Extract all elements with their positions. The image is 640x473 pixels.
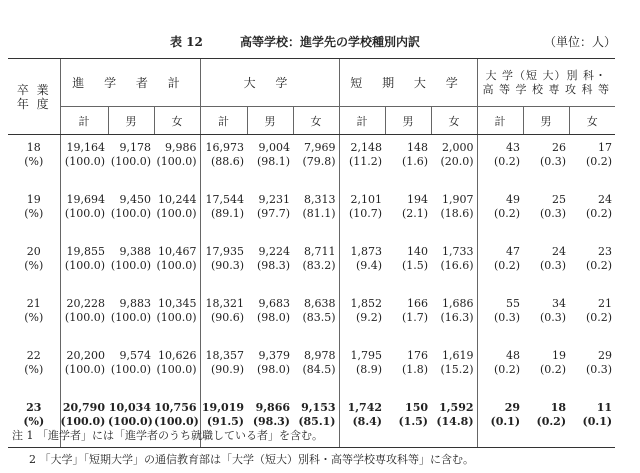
group-header-university: 大 学	[200, 59, 339, 107]
value-cell: 7,969 (79.8)	[302, 141, 336, 168]
value-cell: 29 (0.1)	[477, 395, 523, 448]
value-cell: 20,228 (100.0)	[60, 291, 108, 343]
table-row	[8, 135, 615, 188]
year-cell: 21 (%)	[24, 297, 44, 324]
value-cell: 9,866 (98.3)	[247, 395, 293, 448]
value-cell: 2,000 (20.0)	[440, 141, 474, 168]
value-cell: 17 (0.2)	[585, 141, 613, 168]
sub-header-female: 女	[431, 107, 477, 135]
value-cell: 166 (1.7)	[401, 297, 429, 324]
value-cell: 23 (0.2)	[585, 245, 613, 272]
value-cell: 10,626 (100.0)	[156, 349, 197, 376]
value-cell: 9,986 (100.0)	[156, 141, 197, 168]
table-title: 高等学校：進学先の学校種別内訳	[240, 35, 421, 49]
value-cell: 9,224 (98.3)	[256, 245, 291, 272]
value-cell: 10,345 (100.0)	[156, 297, 197, 324]
value-cell: 1,742 (8.4)	[339, 395, 385, 448]
sub-header-total: 計	[200, 107, 247, 135]
value-cell: 9,178 (100.0)	[110, 141, 151, 168]
value-cell: 19,164 (100.0)	[60, 135, 108, 188]
value-cell: 1,592 (14.8)	[431, 395, 477, 448]
value-cell: 1,733 (16.6)	[440, 245, 474, 272]
value-cell: 1,873 (9.4)	[339, 239, 385, 291]
sub-header-total: 計	[477, 107, 523, 135]
value-cell: 10,756 (100.0)	[154, 395, 200, 448]
sub-header-female: 女	[154, 107, 200, 135]
sub-header-male: 男	[108, 107, 154, 135]
value-cell: 2,101 (10.7)	[339, 187, 385, 239]
value-cell: 34 (0.3)	[539, 297, 567, 324]
value-cell: 9,883 (100.0)	[110, 297, 151, 324]
value-cell: 19,019 (91.5)	[200, 395, 247, 448]
value-cell: 47 (0.2)	[477, 239, 523, 291]
value-cell: 11 (0.1)	[569, 395, 615, 448]
table-number: 表 12	[170, 35, 203, 49]
unit-label: （単位：人）	[544, 35, 617, 49]
sub-header-male: 男	[523, 107, 569, 135]
table-row	[8, 291, 615, 343]
value-cell: 10,467 (100.0)	[156, 245, 197, 272]
value-cell: 20,200 (100.0)	[60, 343, 108, 395]
value-cell: 21 (0.2)	[585, 297, 613, 324]
value-cell: 9,683 (98.0)	[256, 297, 291, 324]
value-cell: 150 (1.5)	[385, 395, 431, 448]
group-header-total: 進 学 者 計	[60, 59, 200, 107]
table-row	[8, 239, 615, 291]
header-row-sub	[8, 107, 615, 135]
value-cell: 18,357 (90.9)	[200, 343, 247, 395]
value-cell: 1,686 (16.3)	[440, 297, 474, 324]
value-cell: 43 (0.2)	[477, 135, 523, 188]
value-cell: 18 (0.2)	[523, 395, 569, 448]
value-cell: 9,388 (100.0)	[110, 245, 151, 272]
value-cell: 17,544 (89.1)	[200, 187, 247, 239]
value-cell: 8,638 (83.5)	[302, 297, 336, 324]
table-row	[8, 343, 615, 395]
statistics-table	[8, 58, 615, 448]
footnote-1: 注 1 「進学者」には「進学者のうち就職している者」を含む。	[12, 429, 323, 442]
value-cell: 8,313 (81.1)	[302, 193, 336, 220]
year-header: 卒 業 年 度	[8, 59, 60, 135]
sub-header-female: 女	[569, 107, 615, 135]
value-cell: 10,244 (100.0)	[156, 193, 197, 220]
year-cell: 19 (%)	[24, 193, 44, 220]
value-cell: 55 (0.3)	[477, 291, 523, 343]
value-cell: 49 (0.2)	[477, 187, 523, 239]
sub-header-total: 計	[339, 107, 385, 135]
table-row	[8, 187, 615, 239]
value-cell: 9,450 (100.0)	[110, 193, 151, 220]
value-cell: 24 (0.2)	[585, 193, 613, 220]
value-cell: 9,574 (100.0)	[110, 349, 151, 376]
group-header-other: 大 学（短 大）別 科・ 高 等 学 校 専 攻 科 等	[477, 59, 615, 107]
value-cell: 24 (0.3)	[539, 245, 567, 272]
value-cell: 8,978 (84.5)	[302, 349, 336, 376]
header-row-groups	[8, 59, 615, 107]
value-cell: 194 (2.1)	[401, 193, 429, 220]
value-cell: 176 (1.8)	[401, 349, 429, 376]
value-cell: 29 (0.3)	[585, 349, 613, 376]
group-header-junior-college: 短 期 大 学	[339, 59, 477, 107]
table-title-bar	[0, 33, 640, 51]
value-cell: 9,379 (98.0)	[256, 349, 291, 376]
value-cell: 16,973 (88.6)	[200, 135, 247, 188]
value-cell: 19 (0.2)	[539, 349, 567, 376]
value-cell: 19,694 (100.0)	[60, 187, 108, 239]
value-cell: 2,148 (11.2)	[339, 135, 385, 188]
sub-header-male: 男	[385, 107, 431, 135]
value-cell: 9,004 (98.1)	[256, 141, 291, 168]
year-cell: 23 (%)	[8, 395, 60, 448]
year-cell: 18 (%)	[24, 141, 44, 168]
value-cell: 48 (0.2)	[477, 343, 523, 395]
value-cell: 1,907 (18.6)	[440, 193, 474, 220]
year-cell: 20 (%)	[24, 245, 44, 272]
sub-header-female: 女	[293, 107, 339, 135]
value-cell: 26 (0.3)	[539, 141, 567, 168]
value-cell: 17,935 (90.3)	[200, 239, 247, 291]
sub-header-total: 計	[60, 107, 108, 135]
value-cell: 9,153 (85.1)	[293, 395, 339, 448]
value-cell: 140 (1.5)	[401, 245, 429, 272]
value-cell: 1,619 (15.2)	[440, 349, 474, 376]
value-cell: 1,795 (8.9)	[339, 343, 385, 395]
value-cell: 8,711 (83.2)	[302, 245, 336, 272]
value-cell: 9,231 (97.7)	[256, 193, 291, 220]
value-cell: 1,852 (9.2)	[339, 291, 385, 343]
value-cell: 10,034 (100.0)	[108, 395, 154, 448]
footnote-2: 2 「大学」「短期大学」の通信教育部は「大学（短大）別科・高等学校専攻科等」に含む。	[29, 453, 474, 466]
value-cell: 19,855 (100.0)	[60, 239, 108, 291]
value-cell: 20,790 (100.0)	[60, 395, 108, 448]
value-cell: 148 (1.6)	[401, 141, 429, 168]
value-cell: 18,321 (90.6)	[200, 291, 247, 343]
value-cell: 25 (0.3)	[539, 193, 567, 220]
sub-header-male: 男	[247, 107, 293, 135]
year-cell: 22 (%)	[24, 349, 44, 376]
